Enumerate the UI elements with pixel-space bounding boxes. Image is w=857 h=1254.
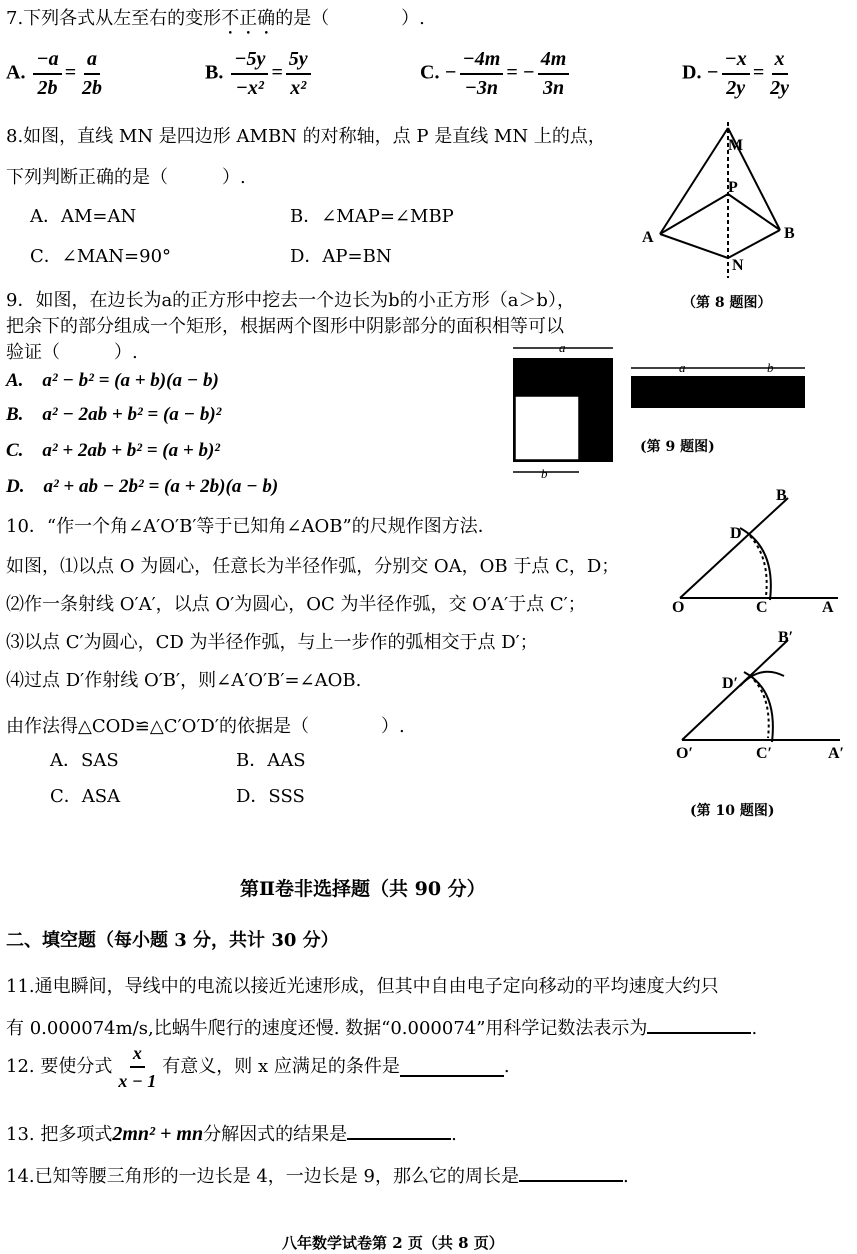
q12-num: x	[130, 1042, 145, 1068]
q10-f2-c: C′	[756, 745, 773, 762]
q7-b-rden: x²	[290, 77, 307, 99]
q7-a-rnum: a	[84, 48, 100, 75]
q9-small-square	[515, 396, 579, 460]
q10-line5: ⑷过点 D′作射线 O′B′，则∠A′O′B′=∠AOB.	[6, 670, 362, 691]
section-part2-heading: 二、填空题（每小题 3 分，共计 30 分）	[6, 930, 339, 951]
q13-line	[6, 1120, 457, 1146]
q10-f1-b: B	[776, 487, 787, 504]
q9-dim-b1: b	[541, 466, 548, 481]
q9-line3: 验证（ ）.	[6, 342, 138, 363]
q10-caption: (第 10 题图)	[690, 803, 775, 819]
q13-end: .	[451, 1124, 457, 1145]
q11-end: .	[751, 1018, 758, 1039]
q7-b-lden: −x²	[235, 77, 264, 99]
q13-pre: 13. 把多项式	[6, 1124, 113, 1145]
q7-option-c: C. − $\frac{-4m}{-3n}$ = − $\frac{4m}{3n}$	[420, 48, 572, 100]
q13-post: 分解因式的结果是	[203, 1124, 348, 1145]
q10-f1-c: C	[756, 599, 768, 616]
q9-figure	[505, 340, 815, 490]
q12-pre: 12. 要使分式	[6, 1056, 113, 1077]
q10-figure-construction	[670, 624, 855, 764]
q14-line	[6, 1162, 629, 1188]
q7-d-lden: 2y	[726, 77, 746, 99]
q8-option-b: B．∠MAP=∠MBP	[290, 206, 454, 227]
q8-caption: （第 8 题图）	[682, 295, 772, 311]
q7-b-rnum: 5y	[286, 48, 311, 75]
q8-option-c: C．∠MAN=90°	[30, 246, 172, 267]
q9-dim-a2: a	[679, 360, 686, 375]
q9-dim-b2: b	[767, 360, 774, 375]
q7-d-lnum: −x	[722, 48, 750, 75]
q12-line	[6, 1042, 510, 1092]
q8-label-p: P	[728, 179, 738, 196]
q7-d-rnum: x	[772, 48, 788, 75]
q9-line2: 把余下的部分组成一个矩形，根据两个图形中阴影部分的面积相等可以	[6, 316, 564, 337]
q9-option-c: C. a² + 2ab + b² = (a + b)²	[6, 440, 220, 461]
q7-c-label: C.	[420, 61, 440, 84]
q14-end: .	[622, 1166, 629, 1187]
q7-stem-emphasis: 不正确	[221, 8, 276, 29]
q12-den: x − 1	[118, 1071, 157, 1091]
q7-b-label: B.	[205, 61, 224, 84]
q7-stem	[6, 8, 425, 39]
q10-line3: ⑵作一条射线 O′A′，以点 O′为圆心，OC 为半径作弧，交 O′A′于点 C′；	[6, 594, 586, 615]
q9-line1: 9．如图，在边长为a的正方形中挖去一个边长为b的小正方形（a＞b），	[6, 290, 575, 311]
q10-figure-original	[670, 478, 855, 618]
q8-segment-bn	[728, 230, 780, 258]
page-footer: 八年数学试卷第 2 页（共 8 页）	[282, 1234, 504, 1252]
q7-c-rden: 3n	[543, 77, 565, 99]
q7-c-lden: −3n	[464, 77, 499, 99]
q8-segment-ap	[660, 194, 728, 234]
q7-a-lden: 2b	[37, 77, 58, 99]
q10-option-a: A．SAS	[50, 750, 119, 771]
q9-dim-a1: a	[559, 340, 566, 355]
q10-line6: 由作法得△COD≌△C′O′D′的依据是（ ）.	[6, 716, 405, 737]
q7-c-rnum: 4m	[538, 48, 570, 75]
q8-label-m: M	[728, 137, 744, 154]
q7-d-label: D.	[682, 61, 702, 84]
q14-answer-blank[interactable]	[519, 1162, 623, 1182]
q8-line1: 8.如图，直线 MN 是四边形 AMBN 的对称轴，点 P 是直线 MN 上的点，	[6, 126, 606, 147]
q12-post: 有意义，则 x 应满足的条件是	[162, 1056, 400, 1077]
q7-a-rden: 2b	[81, 77, 102, 99]
q11-line2-text: 有 0.000074m/s,比蜗牛爬行的速度还慢. 数据“0.000074”用科学记数法表示为	[6, 1018, 648, 1039]
q13-expression: 2mn² + mn	[112, 1123, 204, 1145]
q8-segment-an	[660, 234, 728, 258]
q10-option-b: B．AAS	[236, 750, 306, 771]
q7-b-lnum: −5y	[231, 48, 268, 75]
q8-option-d: D．AP=BN	[290, 246, 392, 267]
q7-d-rden: 2y	[770, 77, 789, 99]
q10-line2: 如图，⑴以点 O 为圆心，任意长为半径作弧，分别交 OA，OB 于点 C，D；	[6, 556, 620, 577]
q11-line2	[6, 1014, 757, 1040]
q7-option-b: B. $\frac{-5y}{\text{−x²}}$ = $\frac{5y}{\text{x²}}$	[205, 48, 314, 100]
q10-f2-a: A′	[828, 745, 845, 762]
q7-option-a: A. $\frac{-a}{2b}$ = $\frac{a}{2b}$	[6, 48, 108, 100]
q7-stem-end: 的是（ ）.	[275, 8, 425, 29]
q9-option-a: A. a² − b² = (a + b)(a − b)	[6, 370, 219, 391]
q10-line1: 10．“作一个角∠A′O′B′等于已知角∠AOB”的尺规作图方法．	[6, 516, 496, 537]
q13-answer-blank[interactable]	[347, 1120, 451, 1140]
q8-option-a: A．AM=AN	[30, 206, 137, 227]
q12-answer-blank[interactable]	[400, 1057, 504, 1077]
q7-stem-text: 7.下列各式从左至右的变形	[6, 8, 222, 29]
q12-end: .	[503, 1056, 510, 1077]
q8-label-a: A	[642, 229, 654, 246]
q9-option-d: D. a² + ab − 2b² = (a + 2b)(a − b)	[6, 476, 279, 497]
q10-f2-b: B′	[778, 629, 794, 646]
q11-answer-blank[interactable]	[647, 1014, 751, 1034]
q7-c-lnum: −4m	[460, 48, 504, 75]
q9-rectangle	[631, 376, 805, 408]
q11-line1: 11.通电瞬间，导线中的电流以接近光速形成，但其中自由电子定向移动的平均速度大约只	[6, 976, 719, 997]
q7-a-label: A.	[6, 61, 26, 84]
q9-option-b: B. a² − 2ab + b² = (a − b)²	[6, 404, 222, 425]
q12-fraction	[115, 1042, 159, 1092]
q10-option-d: D．SSS	[236, 786, 305, 807]
section-title: 第Ⅱ卷非选择题（共 90 分）	[240, 878, 486, 900]
q7-option-d: D. − $\frac{-x}{2y}$ = $\frac{x}{2y}$	[682, 48, 795, 100]
q14-text: 14.已知等腰三角形的一边长是 4，一边长是 9，那么它的周长是	[6, 1166, 519, 1187]
q8-segment-am	[660, 128, 728, 234]
q8-label-n: N	[732, 257, 744, 274]
q8-segment-bp	[728, 194, 780, 230]
q10-f2-d: D′	[722, 675, 739, 692]
q9-caption: (第 9 题图)	[640, 439, 715, 455]
q8-line2: 下列判断正确的是（ ）.	[6, 167, 246, 188]
q7-a-lnum: −a	[33, 48, 61, 75]
q10-f1-a: A	[822, 599, 834, 616]
q8-label-b: B	[784, 225, 795, 242]
q10-f1-o: O	[672, 599, 685, 616]
q10-dashed-arc	[754, 680, 769, 738]
q10-line4: ⑶以点 C′为圆心，CD 为半径作弧，与上一步作的弧相交于点 D′；	[6, 632, 538, 653]
q8-figure	[640, 118, 810, 288]
q10-f1-d: D	[730, 525, 742, 542]
q10-f2-o: O′	[676, 745, 693, 762]
q10-option-c: C．ASA	[50, 786, 121, 807]
